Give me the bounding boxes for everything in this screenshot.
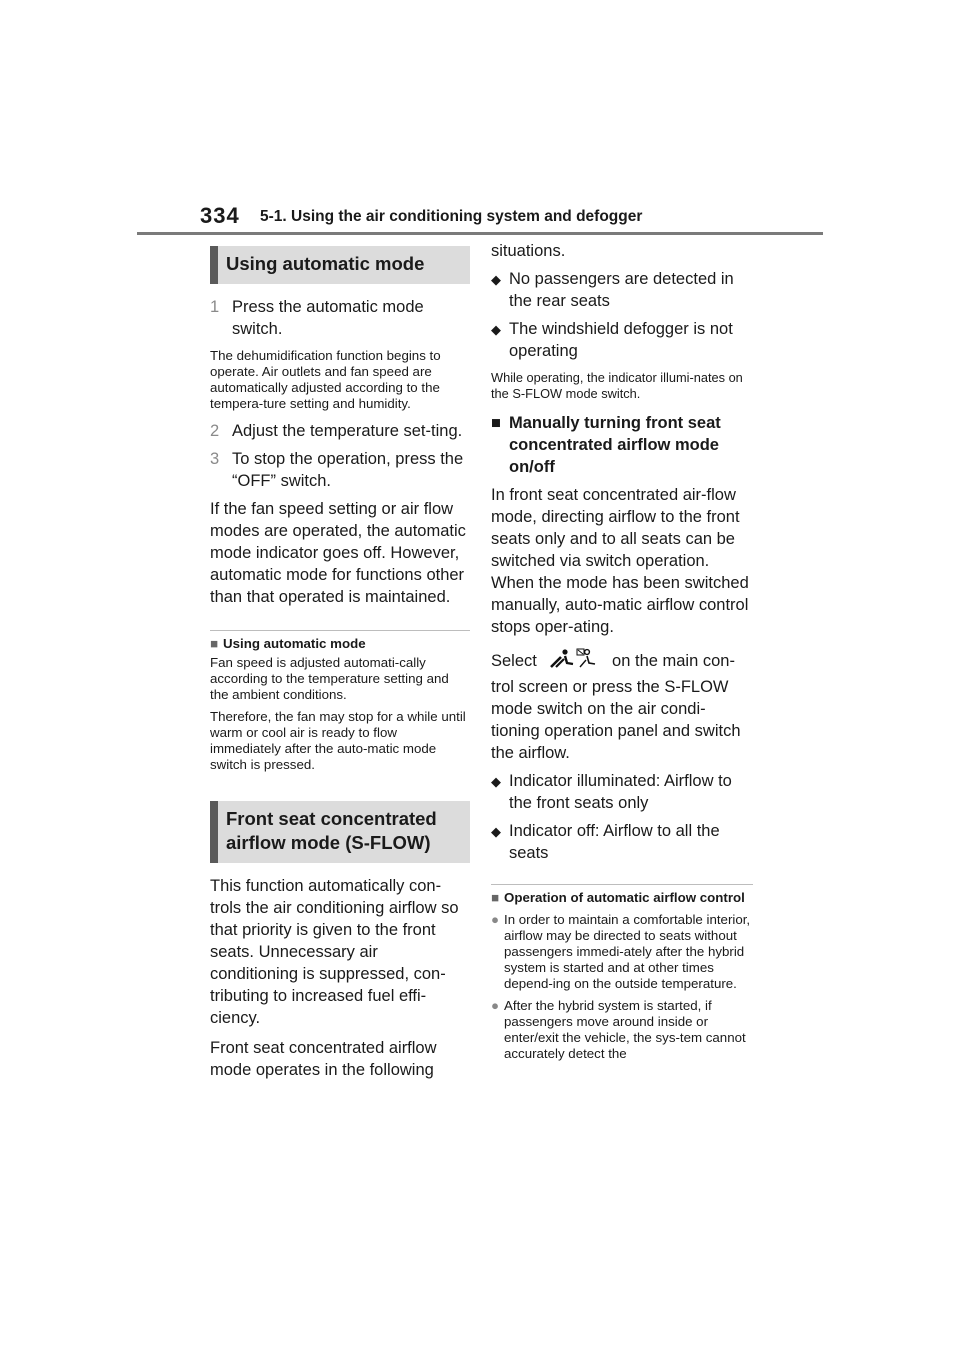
bullet-text: The windshield defogger is not operating (509, 320, 733, 360)
circle-bullet-icon: ● (491, 912, 500, 927)
note-bullet-text: After the hybrid system is started, if passengers move around inside or enter/exit the vehicle, the sys-tem cannot accurately detect the (504, 998, 746, 1061)
section-heading-automatic-mode: Using automatic mode (210, 246, 470, 284)
square-icon: ■ (491, 890, 500, 905)
circle-bullet-icon: ● (491, 998, 500, 1013)
bullet-text: Indicator off: Airflow to all the seats (509, 822, 720, 862)
paragraph: If the fan speed setting or air flow modes are operated, the automatic mode indicator goes off. However, automatic mode for functions other than that operated is maintained. (210, 500, 466, 606)
step-text: To stop the operation, press the “OFF” switch. (232, 450, 464, 490)
running-title: 5-1. Using the air conditioning system and defogger (260, 208, 643, 225)
header-rule (137, 232, 823, 235)
divider (210, 630, 470, 631)
bullet-item (491, 770, 753, 814)
square-icon: ■ (491, 414, 501, 432)
note-bullet-item (491, 998, 753, 1062)
paragraph: Front seat concentrated airflow mode operates in the following (210, 1039, 437, 1079)
step-2 (210, 420, 470, 442)
sub-heading-text: Manually turning front seat concentrated airflow mode on/off (509, 414, 721, 476)
note-heading-text: Using automatic mode (223, 636, 366, 651)
page-number: 334 (200, 203, 240, 228)
select-word: Select (491, 652, 537, 670)
select-rest: on the main con-trol screen or press the S-FLOW mode switch on the air condi-tioning operation panel and switch the airflow. (491, 652, 741, 762)
divider (491, 884, 753, 885)
note-bullet-item (491, 912, 753, 992)
step-number: 2 (210, 422, 220, 440)
note-heading (491, 890, 753, 906)
bullet-text: No passengers are detected in the rear seats (509, 270, 734, 310)
paragraph-continued: situations. (491, 242, 566, 260)
bullet-item (491, 318, 753, 362)
note-heading-text: Operation of automatic airflow control (504, 890, 745, 905)
left-column (210, 246, 470, 1081)
paragraph: This function automatically con-trols the air conditioning airflow so that priority is given to the front seats. Unnecessary air conditioning is suppressed, con-tributing to increased fuel effi-ciency. (210, 877, 459, 1027)
note-paragraph: Fan speed is adjusted automati-cally according to the temperature setting and the ambient conditions. (210, 655, 449, 702)
step-1 (210, 296, 470, 340)
small-note: While operating, the indicator illumi-nates on the S-FLOW mode switch. (491, 370, 743, 401)
step-text: Adjust the temperature set-ting. (232, 422, 463, 440)
diamond-icon: ◆ (491, 824, 501, 839)
bullet-item (491, 268, 753, 312)
step-number: 3 (210, 450, 220, 468)
paragraph-select (491, 648, 753, 764)
sub-heading (491, 412, 753, 478)
right-column (491, 240, 753, 1062)
diamond-icon: ◆ (491, 322, 501, 337)
step-number: 1 (210, 298, 220, 316)
note-bullet-text: In order to maintain a comfortable interior, airflow may be directed to seats without passengers immedi-ately after the hybrid system is started and at other times depend-ing on the outside temperature. (504, 912, 751, 991)
bullet-item (491, 820, 753, 864)
diamond-icon: ◆ (491, 774, 501, 789)
step-3 (210, 448, 470, 492)
note-paragraph: Therefore, the fan may stop for a while until warm or cool air is ready to flow immediately after the auto-matic mode switch is pressed. (210, 709, 466, 772)
paragraph: In front seat concentrated air-flow mode, directing airflow to the front seats only and to all seats can be switched via switch operation. When the mode has been switched manually, auto-matic airflow control stops oper-ating. (491, 486, 749, 636)
s-flow-seat-airflow-icon (547, 648, 601, 676)
square-icon: ■ (210, 636, 219, 651)
section-heading-sflow: Front seat concentrated airflow mode (S-FLOW) (210, 801, 470, 863)
step-1-note: The dehumidification function begins to operate. Air outlets and fan speed are automatically adjusted according to the tempera-ture setting and humidity. (210, 348, 441, 411)
note-heading (210, 636, 470, 652)
diamond-icon: ◆ (491, 272, 501, 287)
step-text: Press the automatic mode switch. (232, 298, 424, 338)
bullet-text: Indicator illuminated: Airflow to the front seats only (509, 772, 732, 812)
